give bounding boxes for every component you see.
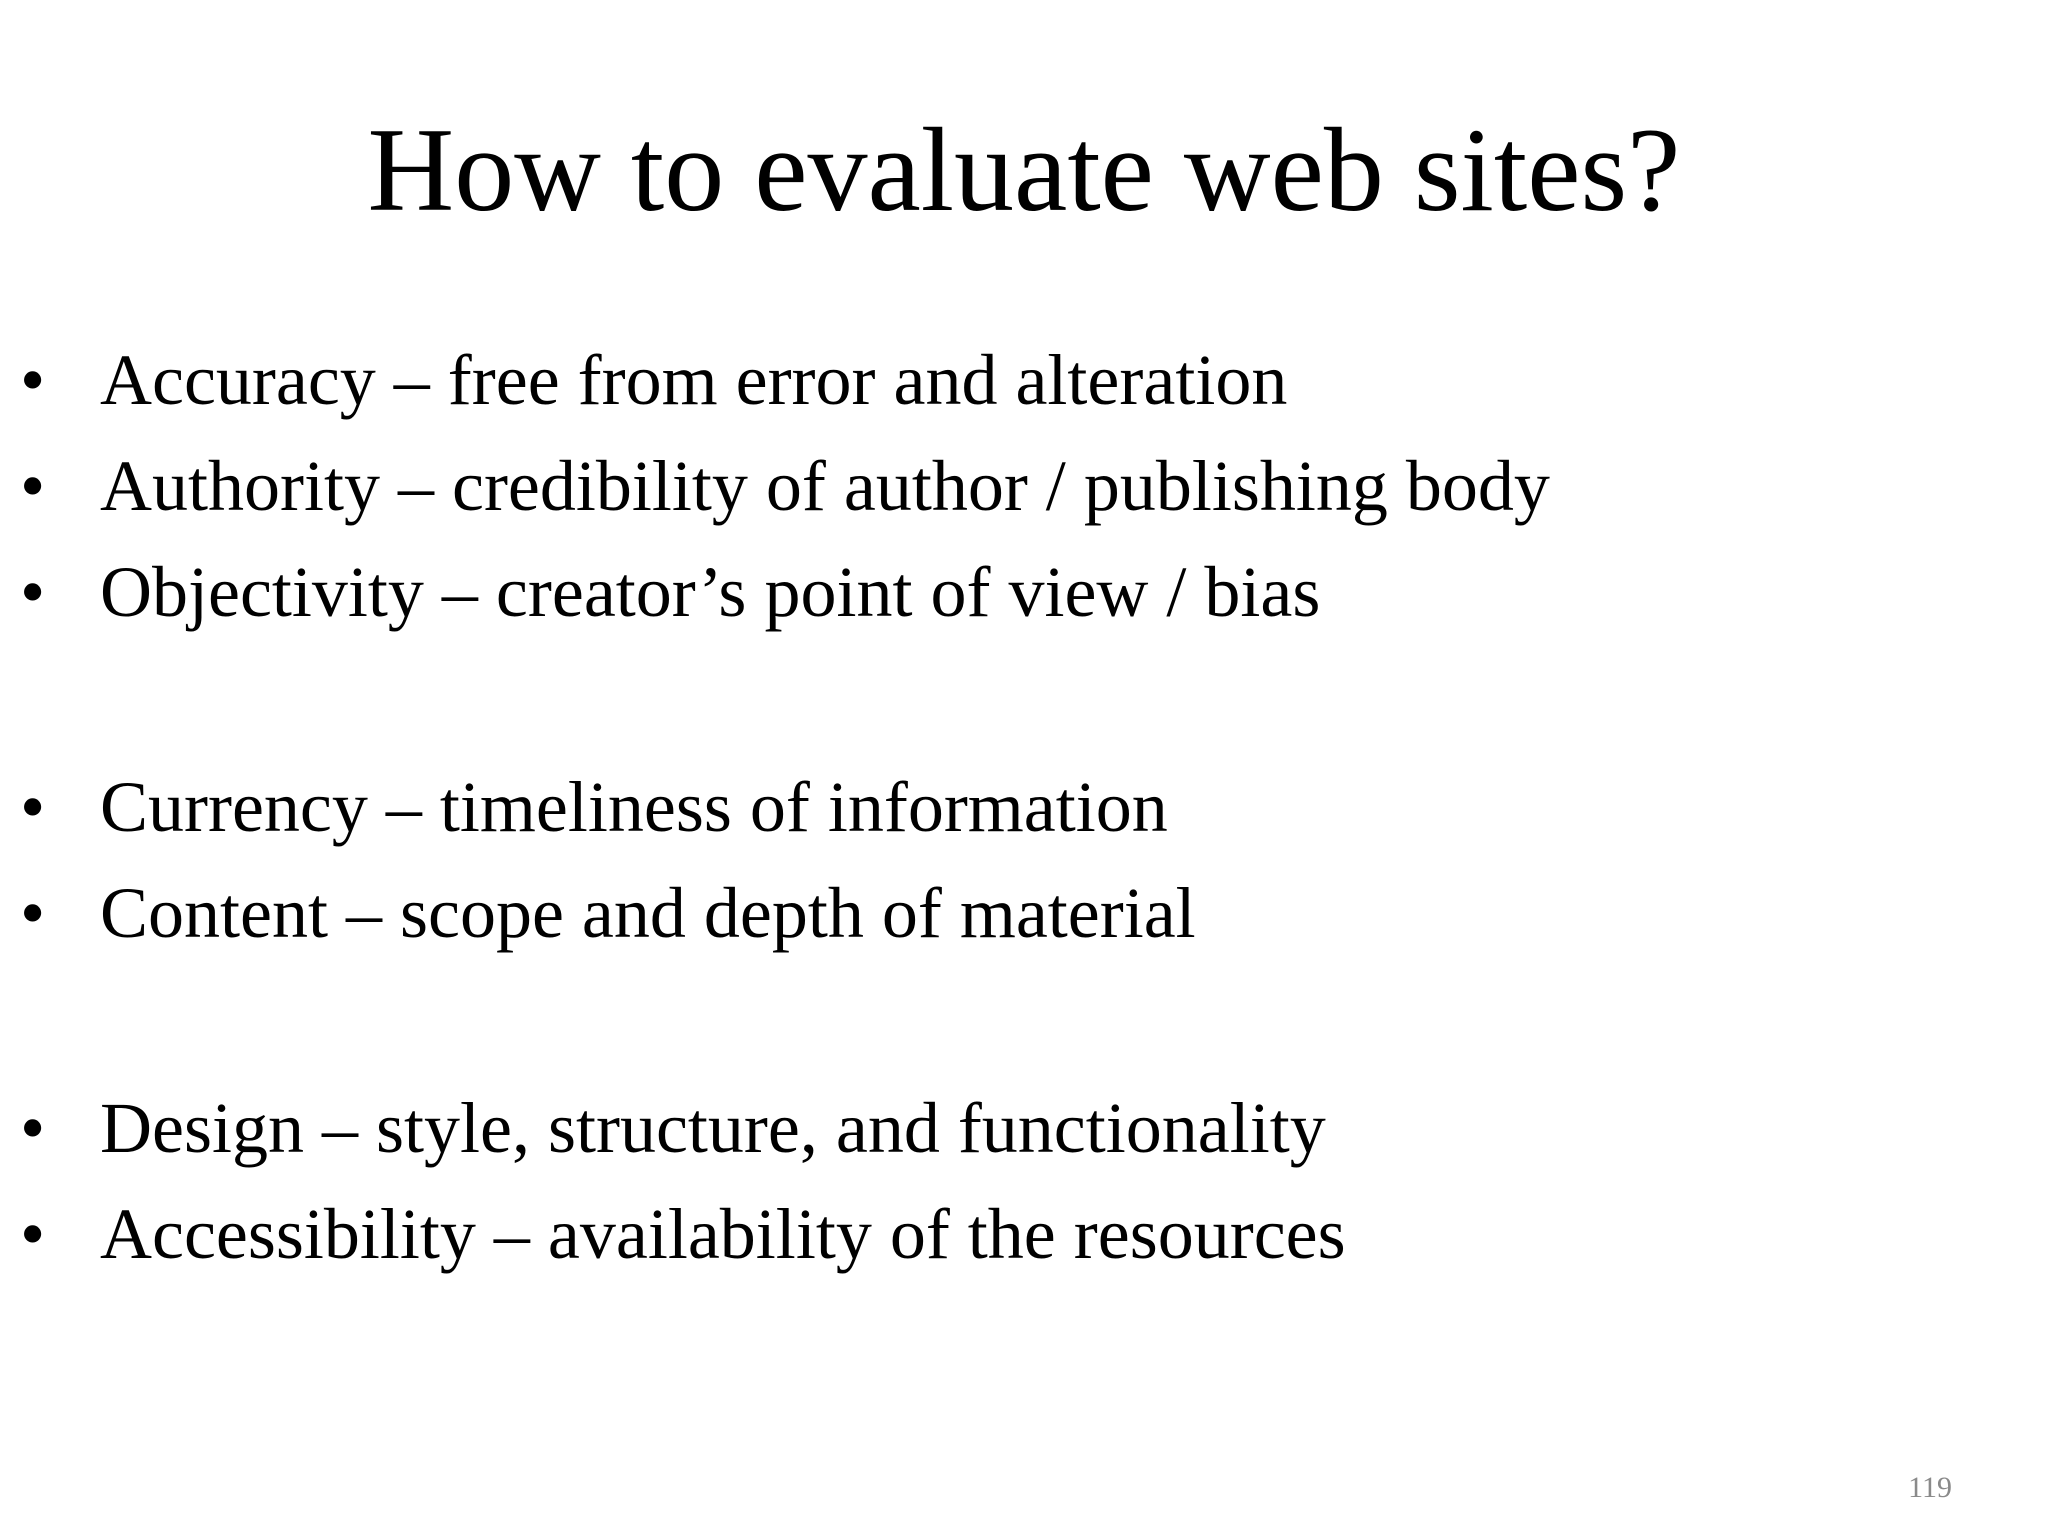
bullet-text: Design – style, structure, and functionality (100, 1088, 1326, 1168)
bullet-dot-icon: • (20, 446, 46, 526)
bullet-text: Currency – timeliness of information (100, 767, 1168, 847)
bullet-item-objectivity (20, 547, 1320, 637)
page-number: 119 (1908, 1471, 1952, 1504)
bullet-item-authority (20, 441, 1550, 531)
bullet-text: Content – scope and depth of material (100, 873, 1196, 953)
bullet-dot-icon: • (20, 873, 46, 953)
bullet-item-design (20, 1083, 1326, 1173)
bullet-text: Accuracy – free from error and alteration (100, 340, 1288, 420)
bullet-text: Accessibility – availability of the resources (100, 1194, 1346, 1274)
bullet-dot-icon: • (20, 1194, 46, 1274)
bullet-text: Objectivity – creator’s point of view / bias (100, 552, 1321, 632)
bullet-item-currency (20, 762, 1168, 852)
bullet-dot-icon: • (20, 1088, 46, 1168)
bullet-text: Authority – credibility of author / publishing body (100, 446, 1550, 526)
bullet-item-accuracy (20, 335, 1287, 425)
bullet-item-accessibility (20, 1189, 1346, 1279)
bullet-dot-icon: • (20, 340, 46, 420)
slide-title: How to evaluate web sites? (367, 103, 1681, 236)
bullet-dot-icon: • (20, 552, 46, 632)
bullet-dot-icon: • (20, 767, 46, 847)
bullet-item-content (20, 868, 1196, 958)
